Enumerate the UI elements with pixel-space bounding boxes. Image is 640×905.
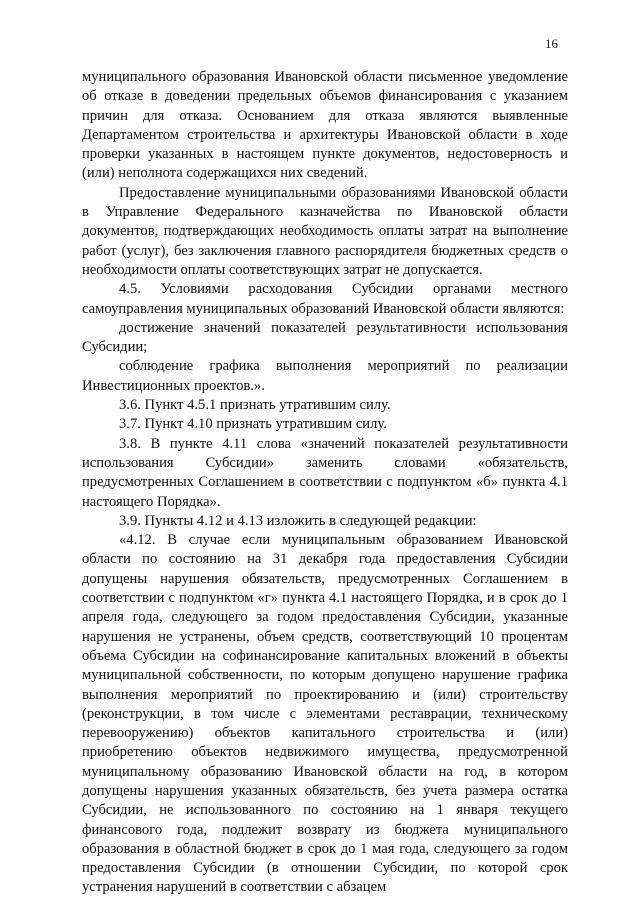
page-number: 16	[545, 36, 558, 51]
paragraph-9: 3.9. Пункты 4.12 и 4.13 изложить в следующей редакции:	[119, 512, 477, 529]
paragraph-10: «4.12. В случае если муниципальным образованием Ивановской области по состоянию на 31 декабря года предоставления Субсидии допущены нарушения обязательств, предусмотренных Соглашением в соответствии с подпунктом «г» пункта 4.1 настоящего Порядка, и в срок до 1 апреля года, следующего за годом предоставления Субсидии, указанные нарушения не устранены, объем средств, соответствующий 10 процентам объема Субсидии на софинансирование капитальных вложений в объекты муниципальной собственности, по которым допущено нарушение графика выполнения мероприятий по проектированию и (или) строительству (реконструкции, в том числе с элементами реставрации, техническому перевооружению) объектов капитального строительства и (или) приобретению объектов недвижимого имущества, предусмотренной муниципальному образованию Ивановской области на год, в котором допущены нарушения указанных обязательств, без учета размера остатка Субсидии, не использованного по состоянию на 1 января текущего финансового года, подлежит возврату из бюджета муниципального образования в областной бюджет в срок до 1 мая года, следующего за годом предоставления Субсидии (в отношении Субсидии, по которой срок устранения нарушений в соответствии с абзацем	[82, 532, 568, 896]
paragraph-4: достижение значений показателей результативности использования Субсидии;	[82, 319, 568, 356]
document-body	[82, 68, 568, 898]
paragraph-7: 3.7. Пункт 4.10 признать утратившим силу.	[119, 416, 387, 433]
paragraph-2: Предоставление муниципальными образованиями Ивановской области в Управление Федерального казначейства по Ивановской области документов, подтверждающих необходимость оплаты затрат на выполнение работ (услуг), без заключения главного распорядителя бюджетных средств о необходимости оплаты соответствующих затрат не допускается.	[82, 184, 568, 278]
paragraph-6: 3.6. Пункт 4.5.1 признать утратившим силу.	[119, 397, 391, 414]
paragraph-8: 3.8. В пункте 4.11 слова «значений показателей результативности использования Субсидии» заменить словами «обязательств, предусмотренных Соглашением в соответствии с подпунктом «б» пункта 4.1 настоящего Порядка».	[82, 435, 568, 510]
paragraph-1: муниципального образования Ивановской области письменное уведомление об отказе в доведении предельных объемов финансирования с указанием причин для отказа. Основанием для отказа являются выявленные Департаментом строительства и архитектуры Ивановской области в ходе проверки указанных в настоящем пункте документов, недостоверность и (или) неполнота содержащихся них сведений.	[82, 69, 568, 182]
paragraph-3: 4.5. Условиями расходования Субсидии органами местного самоуправления муниципальных образований Ивановской области являются:	[82, 281, 568, 317]
paragraph-5: соблюдение графика выполнения мероприятий по реализации Инвестиционных проектов.».	[82, 358, 568, 394]
